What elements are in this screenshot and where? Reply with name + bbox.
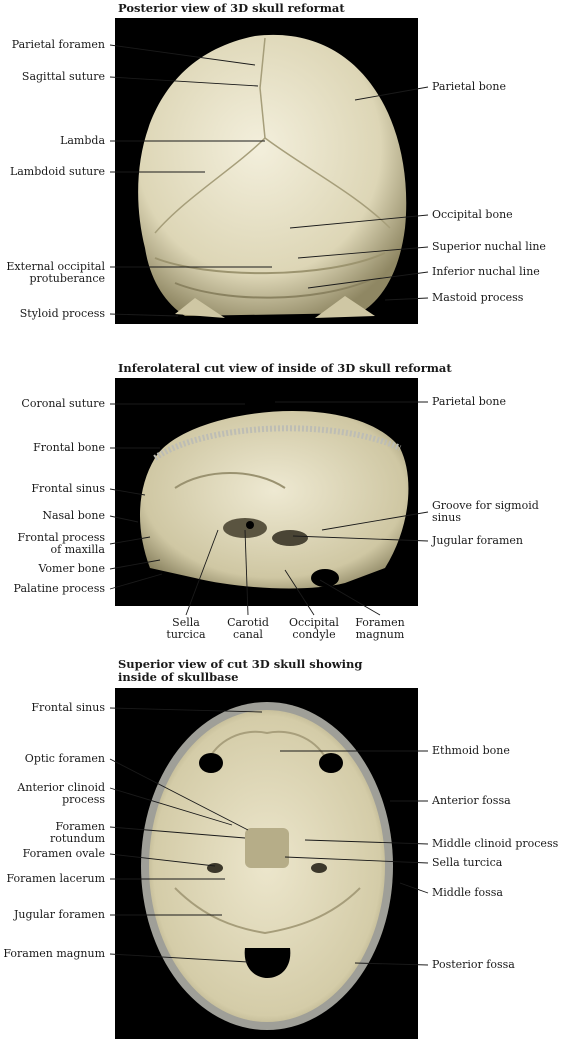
- label-lambda: Lambda: [60, 134, 105, 147]
- label-lambdoid-suture: Lambdoid suture: [9, 165, 105, 178]
- label-ethmoid-bone: Ethmoid bone: [432, 744, 510, 757]
- label-foramen-rotundum: Foramen rotundum: [49, 820, 105, 845]
- label-styloid-process: Styloid process: [19, 307, 105, 320]
- label-groove-sigmoid-sinus: Groove for sigmoid sinus: [432, 499, 539, 524]
- label-anterior-clinoid-process: Anterior clinoid process: [17, 781, 105, 806]
- label-occipital-bone: Occipital bone: [432, 208, 513, 221]
- label-middle-fossa: Middle fossa: [432, 886, 503, 899]
- label-sella-turcica: Sella turcica: [166, 616, 206, 641]
- label-foramen-ovale: Foramen ovale: [22, 847, 105, 860]
- label-inferior-nuchal-line: Inferior nuchal line: [432, 265, 540, 278]
- label-foramen-magnum-2: Foramen magnum: [355, 616, 405, 641]
- label-parietal-bone-2: Parietal bone: [432, 395, 507, 408]
- label-sella-turcica-3: Sella turcica: [432, 856, 503, 869]
- label-palatine-process: Palatine process: [13, 582, 105, 595]
- panel-3-image: [115, 688, 418, 1039]
- label-sagittal-suture: Sagittal suture: [21, 70, 105, 83]
- label-parietal-bone: Parietal bone: [432, 80, 507, 93]
- label-vomer-bone: Vomer bone: [38, 562, 105, 575]
- label-frontal-process-maxilla: Frontal process of maxilla: [17, 531, 105, 556]
- label-optic-foramen: Optic foramen: [24, 752, 105, 765]
- label-frontal-sinus-3: Frontal sinus: [31, 701, 105, 714]
- label-external-occipital-protuberance: External occipital protuberance: [6, 260, 105, 285]
- label-posterior-fossa: Posterior fossa: [432, 958, 515, 971]
- label-frontal-bone: Frontal bone: [33, 441, 105, 454]
- panel-2-title: Inferolateral cut view of inside of 3D skull reformat: [118, 361, 452, 375]
- label-superior-nuchal-line: Superior nuchal line: [432, 240, 546, 253]
- label-foramen-lacerum: Foramen lacerum: [6, 872, 105, 885]
- label-coronal-suture: Coronal suture: [21, 397, 105, 410]
- label-carotid-canal: Carotid canal: [227, 616, 269, 641]
- label-middle-clinoid-process: Middle clinoid process: [432, 837, 559, 850]
- label-parietal-foramen: Parietal foramen: [11, 38, 105, 51]
- label-mastoid-process: Mastoid process: [432, 291, 524, 304]
- label-occipital-condyle: Occipital condyle: [289, 616, 339, 641]
- label-nasal-bone: Nasal bone: [42, 509, 105, 522]
- label-jugular-foramen: Jugular foramen: [432, 534, 523, 547]
- label-jugular-foramen-3: Jugular foramen: [14, 908, 105, 921]
- label-anterior-fossa: Anterior fossa: [432, 794, 511, 807]
- panel-1-title: Posterior view of 3D skull reformat: [118, 1, 345, 15]
- panel-3-title: Superior view of cut 3D skull showing inside of skullbase: [118, 657, 363, 684]
- label-foramen-magnum-3: Foramen magnum: [3, 947, 105, 960]
- panel-1-image: [115, 18, 418, 324]
- panel-2-image: [115, 378, 418, 606]
- label-frontal-sinus: Frontal sinus: [31, 482, 105, 495]
